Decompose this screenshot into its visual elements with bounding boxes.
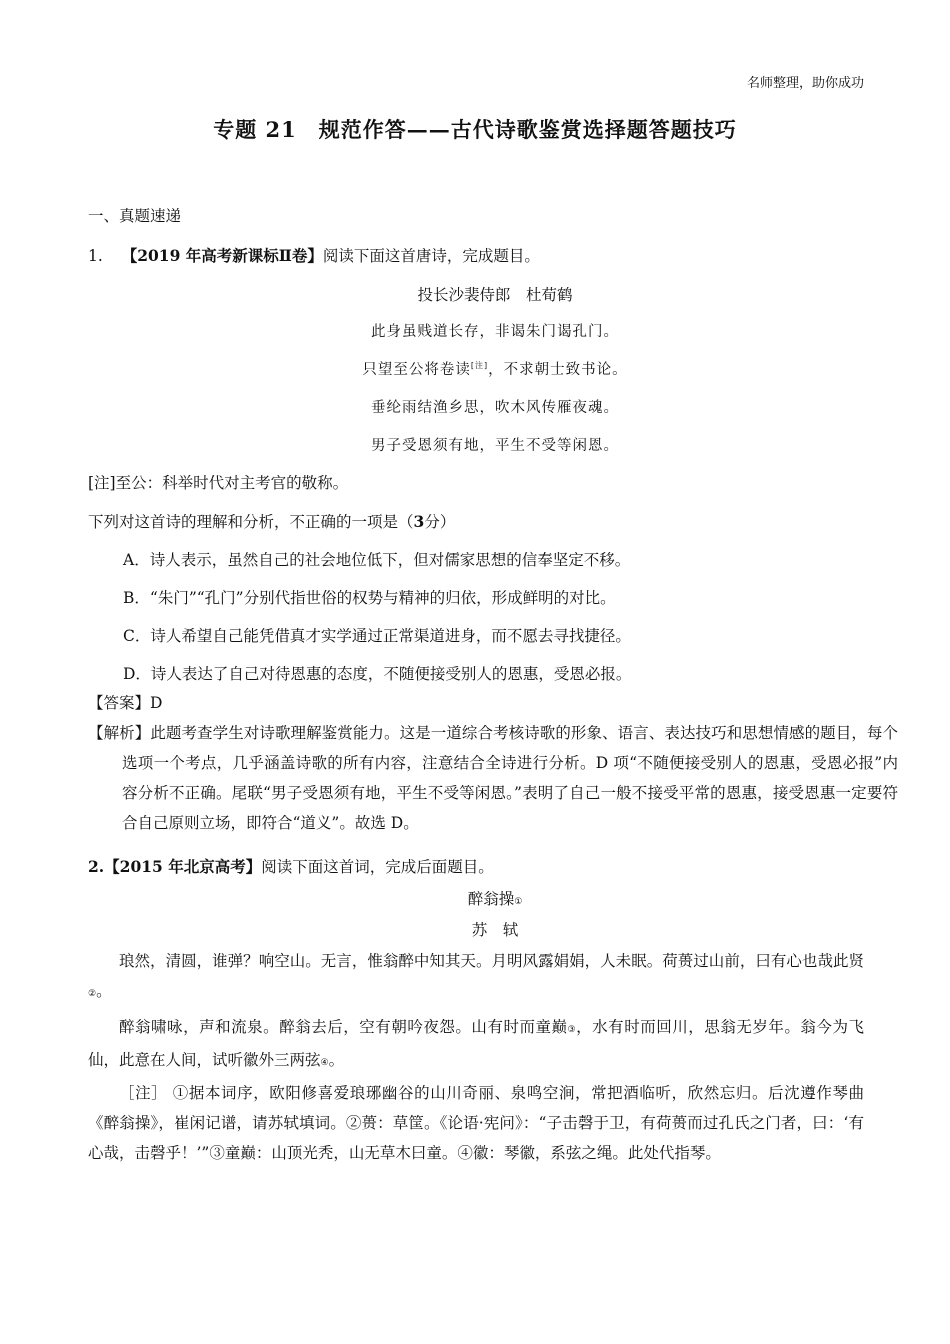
header-note: 名师整理，助你成功 <box>746 76 864 91</box>
ci-paragraph: 琅然，清圆，谁弹？响空山。无言，惟翁醉中知其天。月明风露娟娟，人未眠。荷蒉过山前，曰有心也哉此贤②。 <box>88 952 864 1000</box>
option-a: A．诗人表示，虽然自己的社会地位低下，但对儒家思想的信奉坚定不移。 <box>123 551 631 569</box>
question-score: 3 <box>413 512 425 531</box>
poem-line: 只望至公将卷读[注]，不求朝士致书论。 <box>362 361 628 378</box>
ci-paragraph: 醉翁啸咏，声和流泉。醉翁去后，空有朝吟夜怨。山有时而童巅③，水有时而回川，思翁无岁年。翁今为飞仙，此意在人间，试听徽外三两弦④。 <box>88 1018 864 1069</box>
option-c: C．诗人希望自己能凭借真才实学通过正常渠道进身，而不愿去寻找捷径。 <box>123 627 631 645</box>
poem-title: 投长沙裴侍郎 杜荀鹤 <box>417 286 573 304</box>
analysis: 【解析】此题考查学生对诗歌理解鉴赏能力。这是一道综合考核诗歌的形象、语言、表达技巧和思想情感的题目，每个选项一个考点，几乎涵盖诗歌的所有内容，注意结合全诗进行分析。D 项“不随便接受别人的恩惠，受恩必报”内容分析不正确。尾联“男子受恩须有地，平生不受等闲恩。”表明了自己一般不接受平常的恩惠，接受恩惠一定要符合自己原则立场，即符合“道义”。故选 D。 <box>88 724 898 832</box>
poem-line: 男子受恩须有地，平生不受等闲恩。 <box>371 438 619 454</box>
poem-line: 此身虽贱道长存，非谒朱门谒孔门。 <box>371 324 619 340</box>
poem-line: 垂纶雨结渔乡思，吹木风传雁夜魂。 <box>371 400 619 416</box>
option-b: B．“朱门”“孔门”分别代指世俗的权势与精神的归依，形成鲜明的对比。 <box>123 589 616 607</box>
ci-title-mark: ① <box>514 897 523 907</box>
question-number: 1. <box>88 247 103 265</box>
question-1-header <box>88 244 540 266</box>
poem-note-mark: [注] <box>470 361 489 371</box>
ci-title: 醉翁操① <box>467 890 523 908</box>
page-title: 专题 21 规范作答——古代诗歌鉴赏选择题答题技巧 <box>213 117 737 142</box>
answer: 【答案】D <box>88 694 163 712</box>
question-stem: 下列对这首诗的理解和分析，不正确的一项是（3分） <box>88 512 456 531</box>
poem-note: [注]至公：科举时代对主考官的敬称。 <box>88 474 349 492</box>
option-d: D．诗人表达了自己对待恩惠的态度，不随便接受别人的恩惠，受恩必报。 <box>123 665 632 683</box>
ci-note: ［注］ ①据本词序，欧阳修喜爱琅琊幽谷的山川奇丽、泉鸣空涧，常把酒临听，欣然忘归。后沈遵作琴曲《醉翁操》，崔闲记谱，请苏轼填词。②蒉：草筐。《论语·宪问》：“子击磬于卫，有荷蒉而过孔氏之门者，曰：‘有心哉，击磬乎！’”③童巅：山顶光秃，山无草木曰童。④徽：琴徽，系弦之绳。此处代指琴。 <box>88 1084 864 1162</box>
question-prompt: 阅读下面这首唐诗，完成题目。 <box>322 247 540 265</box>
question-source: 【2019 年高考新课标Ⅱ卷】 <box>121 246 323 265</box>
question-2-header <box>88 855 494 877</box>
ci-author: 苏 轼 <box>471 921 519 939</box>
section-heading: 一、真题速递 <box>88 207 182 225</box>
question-prompt: 阅读下面这首词，完成后面题目。 <box>261 858 494 876</box>
question-source: 2.【2015 年北京高考】 <box>88 857 262 876</box>
